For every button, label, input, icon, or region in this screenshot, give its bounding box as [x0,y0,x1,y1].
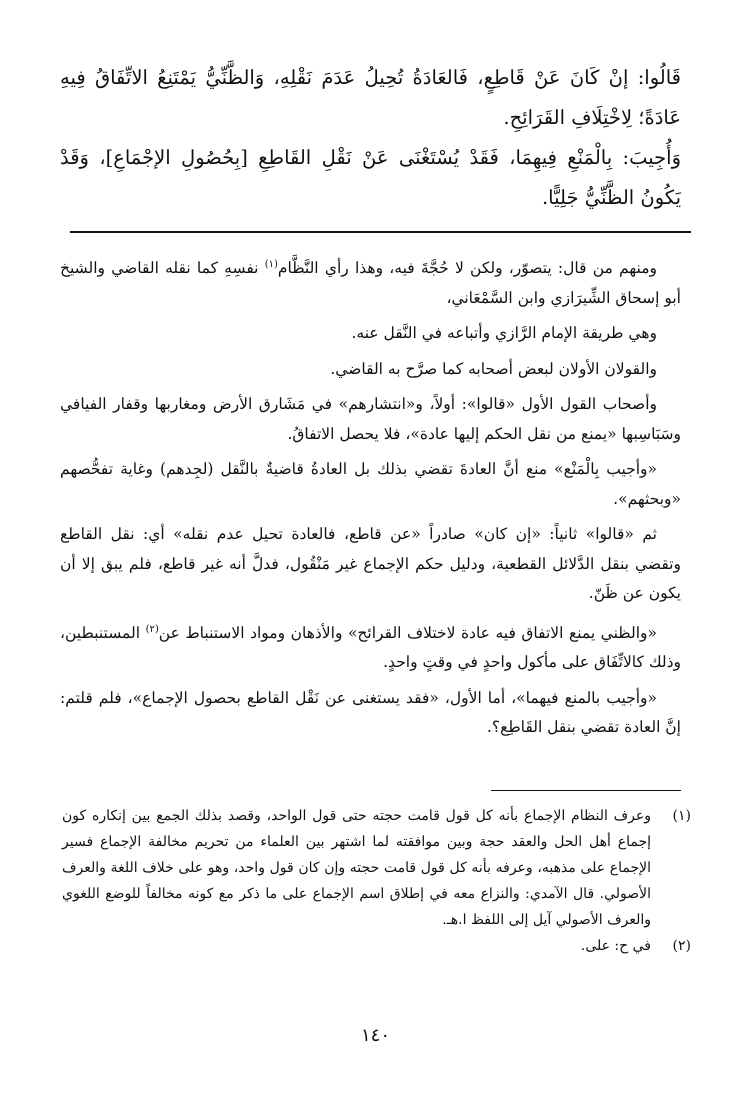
footnote-number: (١) [672,808,691,824]
footnote-number: (٢) [672,938,691,954]
commentary-paragraph: «وأجيب بالمنع فيهما»، أما الأول، «فقد يستغنى عن نَقْل القاطع بحصول الإجماع»، فلم قلتم: إنَّ العادة تقضي بنقل القَاطِع؟. [60,688,681,737]
commentary-text: المستنبطين، وذلك كالاتِّفَاق على مأكول واحدٍ في وقتٍ واحدٍ. [60,623,681,672]
footnote-divider [491,790,681,791]
commentary-text: «والظني يمنع الاتفاق فيه عادة لاختلاف القرائح» والأذهان ومواد الاستنباط عن [158,623,657,642]
footnote [62,803,691,933]
commentary-block [60,250,681,749]
footnote-text: وعرف النظام الإجماع بأنه كل قول قامت حجته حتى قول الواحد، وقصد بذلك الجمع بين إنكاره كون إجماع أهل الحل والعقد حجة وبين موافقته لما اشتهر بين العلماء من تحريم مخالفة الإجماع فسير الإجماع على مذهبه، وعرفه بأنه كل قول قامت حجته وإن كان قول واحد، وهو على خلاف اللغة والعرف الأصولي. قال الآمدي: والنزاع معه في إطلاق اسم الإجماع على ما ذكر مع كونه مخالفاً للوضع اللغوي والعرف الأصولي آيل إلى اللفظ ا.هـ. [62,808,651,928]
text-divider [70,231,691,233]
footnotes-block [62,803,691,959]
footnote [62,933,691,959]
commentary-paragraph: والقولان الأولان لبعض أصحابه كما صرَّح به القاضي. [330,359,657,378]
commentary-paragraph [60,250,681,313]
commentary-text: ومنهم من قال: يتصوّر، ولكن لا حُجَّةَ فيه، وهذا رأي النَّظَّام [277,259,657,278]
commentary-paragraph: وأصحاب القول الأول «قالوا»: أولاً، و«انتشارهم» في مَشَارق الأرض ومغاربها وقفار الفيافي وسَبَاسِبها «يمنع من نقل الحكم إليها عادة»، فلا يحصل الاتفاقُ. [60,395,681,443]
main-text-block [60,58,681,218]
main-text-paragraph: قَالُوا: إنْ كَانَ عَنْ قَاطِعٍ، فَالعَادَةُ تُحِيلُ عَدَمَ نَقْلِهِ، وَالظَّنِّيُّ يَمْتَنِعُ الاتِّفَاقُ فِيهِ عَادَةً؛ لِاخْتِلَافِ القَرَائِحِ. [60,66,681,129]
page-number: ١٤٠ [360,1025,390,1046]
footnote-text: في ح: على. [580,938,651,954]
commentary-paragraph [60,615,681,678]
footnote-ref: (٢) [145,623,159,635]
commentary-text: نفسِهِ كما نقله القاضي والشيخ أبو إسحاق الشِّيرَازي وابن السَّمْعَاني، [60,259,681,307]
main-text-paragraph: وَأُجِيبَ: بِالْمَنْعِ فِيهِمَا، فَقَدْ يُسْتَغْنَى عَنْ نَقْلِ القَاطِعِ [بِحُصُولِ الإجْمَاعِ]، وَقَدْ يَكُونُ الظَّنِّيُّ جَلِيًّا. [60,146,681,209]
commentary-paragraph: «وأجيب بِالْمَنْع» منع أنَّ العادةَ تقضي بذلك بل العادةُ قاضيةٌ بالنَّقل (لجِدهم) وغاية تفحُّصهم «وبحثهم». [60,460,681,508]
footnote-ref: (١) [264,259,278,270]
commentary-paragraph: وهي طريقة الإمام الرَّازي وأتباعه في النَّقل عنه. [351,324,657,343]
commentary-paragraph: ثم «قالوا» ثانياً: «إن كان» صادراً «عن قاطع، فالعادة تحيل عدم نقله» أي: نقل القاطع وتقضي بنقل الدَّلائل القطعية، ودليل حكم الإجماع غير مَنْقُول، فدلَّ أنه غير قاطع، فلم يبق إلا أن يكون عن ظَنّ. [60,525,681,603]
